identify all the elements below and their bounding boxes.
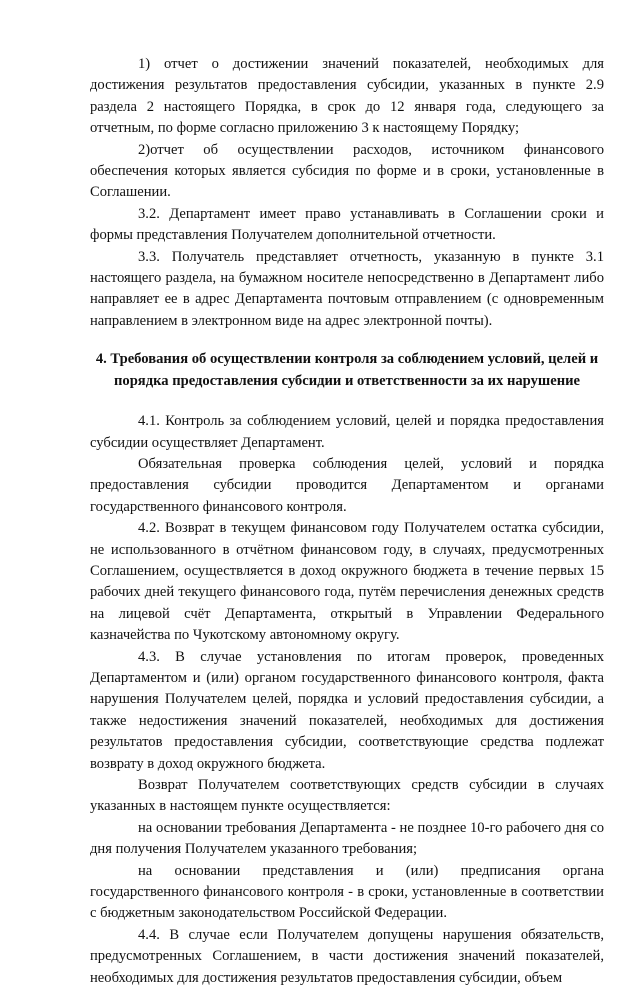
document-page	[90, 54, 604, 989]
paragraph-return-by-requirement: на основании требования Департамента - не позднее 10-го рабочего дня со дня получения Получателем указанного требования;	[90, 819, 604, 858]
paragraph-4-1: 4.1. Контроль за соблюдением условий, целей и порядка предоставления субсидии осуществляет Департамент.	[90, 413, 604, 451]
paragraph-4-3: 4.3. В случае установления по итогам проверок, проведенных Департаментом и (или) органом государственного финансового контроля, факта нарушения Получателем целей, порядка и условий предоставления субсидии, а также недостижения значений показателей, необходимых для достижения результатов предоставления субсидии, соответствующие средства подлежат возврату в доход окружного бюджета.	[90, 648, 604, 772]
paragraph-return-intro: Возврат Получателем соответствующих средств субсидии в случаях указанных в настоящем пункте осуществляется:	[90, 777, 604, 815]
paragraph-report-expenses: 2)отчет об осуществлении расходов, источником финансового обеспечения которых является субсидия по форме и в сроки, установленные в Соглашении.	[90, 141, 604, 201]
paragraph-3-3: 3.3. Получатель представляет отчетность, указанную в пункте 3.1 настоящего раздела, на бумажном носителе непосредственно в Департамент либо направляет ее в адрес Департамента почтовым отправлением (с одновременным направлением в электронном виде на адрес электронной почты).	[90, 248, 604, 329]
paragraph-report-results: 1) отчет о достижении значений показателей, необходимых для достижения результатов предоставления субсидии, указанных в пункте 2.9 раздела 2 настоящего Порядка, в срок до 12 января года, следующего за отчетным, по форме согласно приложению 3 к настоящему Порядку;	[90, 56, 604, 137]
paragraph-return-by-prescription: на основании представления и (или) предписания органа государственного финансового контроля - в сроки, установленные в соответствии с бюджетным законодательством Российской Федерации.	[90, 862, 604, 922]
section-heading: 4. Требования об осуществлении контроля за соблюдением условий, целей и порядка предоставления субсидии и ответственности за их нарушение	[95, 351, 599, 389]
paragraph-4-4: 4.4. В случае если Получателем допущены нарушения обязательств, предусмотренных Соглашением, в части достижения значений показателей, необходимых для достижения результатов предоставления субсидии, объем	[90, 926, 604, 986]
paragraph-4-2: 4.2. Возврат в текущем финансовом году Получателем остатка субсидии, не использованного в отчётном финансовом году, в случаях, предусмотренных Соглашением, осуществляется в доход окружного бюджета в течение первых 15 рабочих дней текущего финансового года, путём перечисления денежных средств на лицевой счёт Департамента, открытый в Управлении Федерального казначейства по Чукотскому автономному округу.	[90, 520, 604, 644]
paragraph-3-2: 3.2. Департамент имеет право устанавливать в Соглашении сроки и формы представления Получателем дополнительной отчетности.	[90, 205, 604, 244]
paragraph-mandatory-check: Обязательная проверка соблюдения целей, условий и порядка предоставления субсидии проводится Департаментом и органами государственного финансового контроля.	[90, 455, 604, 515]
